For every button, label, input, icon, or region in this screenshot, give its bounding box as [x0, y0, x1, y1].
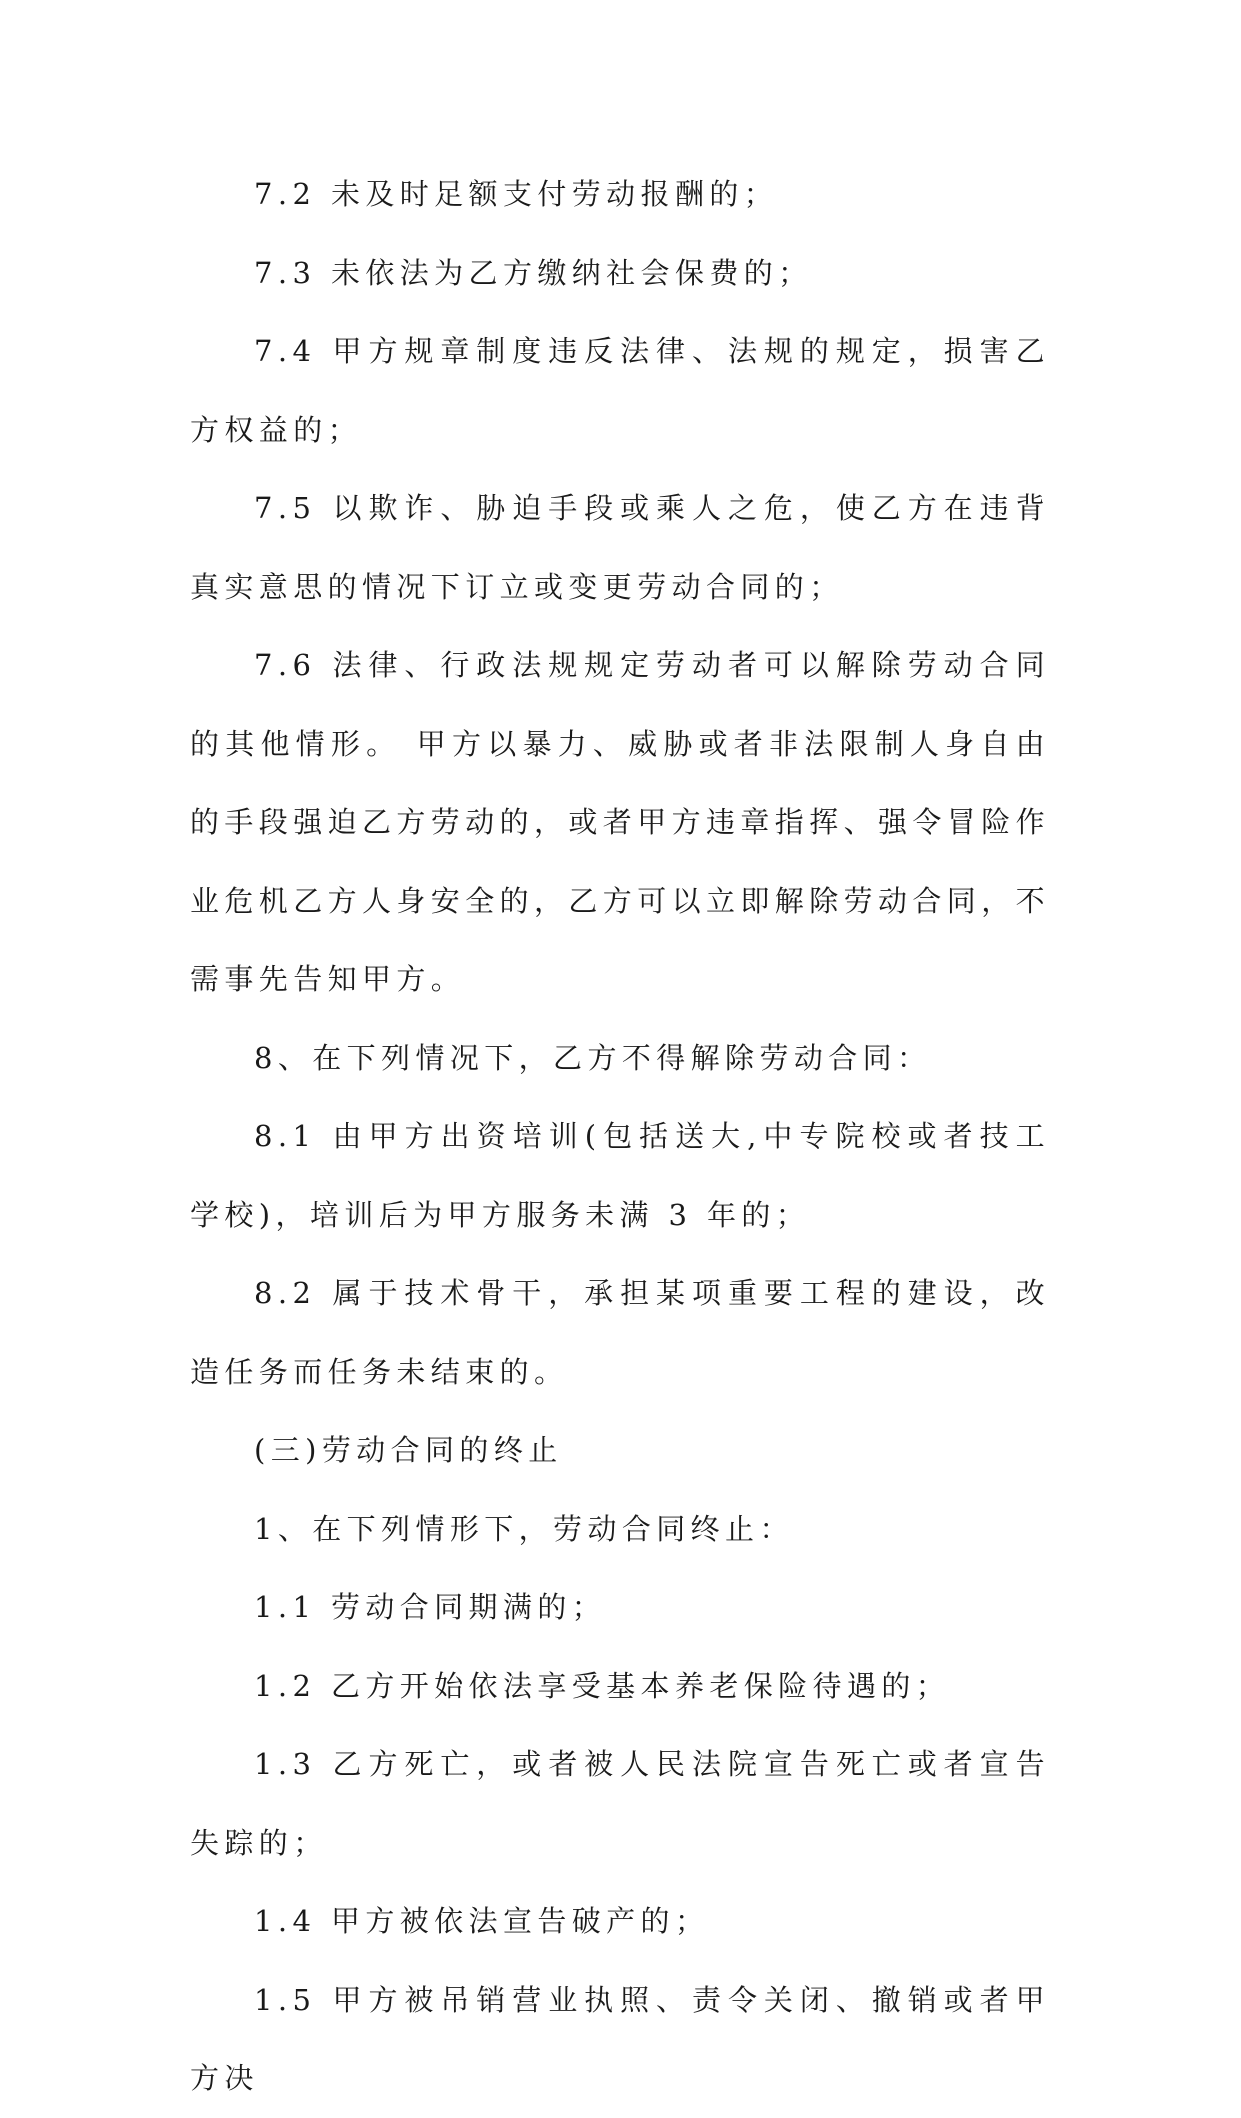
document-body — [190, 155, 1050, 2118]
clause-1: 1、在下列情形下，劳动合同终止： — [254, 1511, 794, 1546]
clause-7-4: 7.4 甲方规章制度违反法律、法规的规定，损害乙方权益的； — [190, 334, 1050, 447]
clause-1-4: 1.4 甲方被依法宣告破产的； — [254, 1904, 710, 1938]
clause-7-5: 7.5 以欺诈、胁迫手段或乘人之危，使乙方在违背真实意思的情况下订立或变更劳动合同的； — [190, 491, 1050, 604]
clause-8-2: 8.2 属于技术骨干，承担某项重要工程的建设，改造任务而任务未结束的。 — [190, 1276, 1050, 1389]
clause-7-6: 7.6 法律、行政法规规定劳动者可以解除劳动合同的其他情形。 甲方以暴力、威胁或者非法限制人身自由的手段强迫乙方劳动的，或者甲方违章指挥、强令冒险作业危机乙方人身安全的，乙方可以立即解除劳动合同，不需事先告知甲方。 — [190, 648, 1051, 996]
clause-1-1: 1.1 劳动合同期满的； — [254, 1590, 607, 1624]
clause-7-3: 7.3 未依法为乙方缴纳社会保费的； — [254, 255, 813, 290]
clause-8: 8、在下列情况下，乙方不得解除劳动合同： — [254, 1040, 932, 1075]
clause-8-1: 8.1 由甲方出资培训(包括送大,中专院校或者技工学校)，培训后为甲方服务未满 3 年的； — [190, 1119, 1050, 1232]
clause-1-3: 1.3 乙方死亡，或者被人民法院宣告死亡或者宣告失踪的； — [190, 1747, 1050, 1860]
clause-7-2: 7.2 未及时足额支付劳动报酬的； — [254, 177, 779, 211]
section-heading-termination: (三)劳动合同的终止 — [254, 1433, 563, 1467]
clause-1-2: 1.2 乙方开始依法享受基本养老保险待遇的； — [254, 1668, 951, 1703]
clause-1-5: 1.5 甲方被吊销营业执照、责令关闭、撤销或者甲方决 — [190, 1982, 1050, 2095]
